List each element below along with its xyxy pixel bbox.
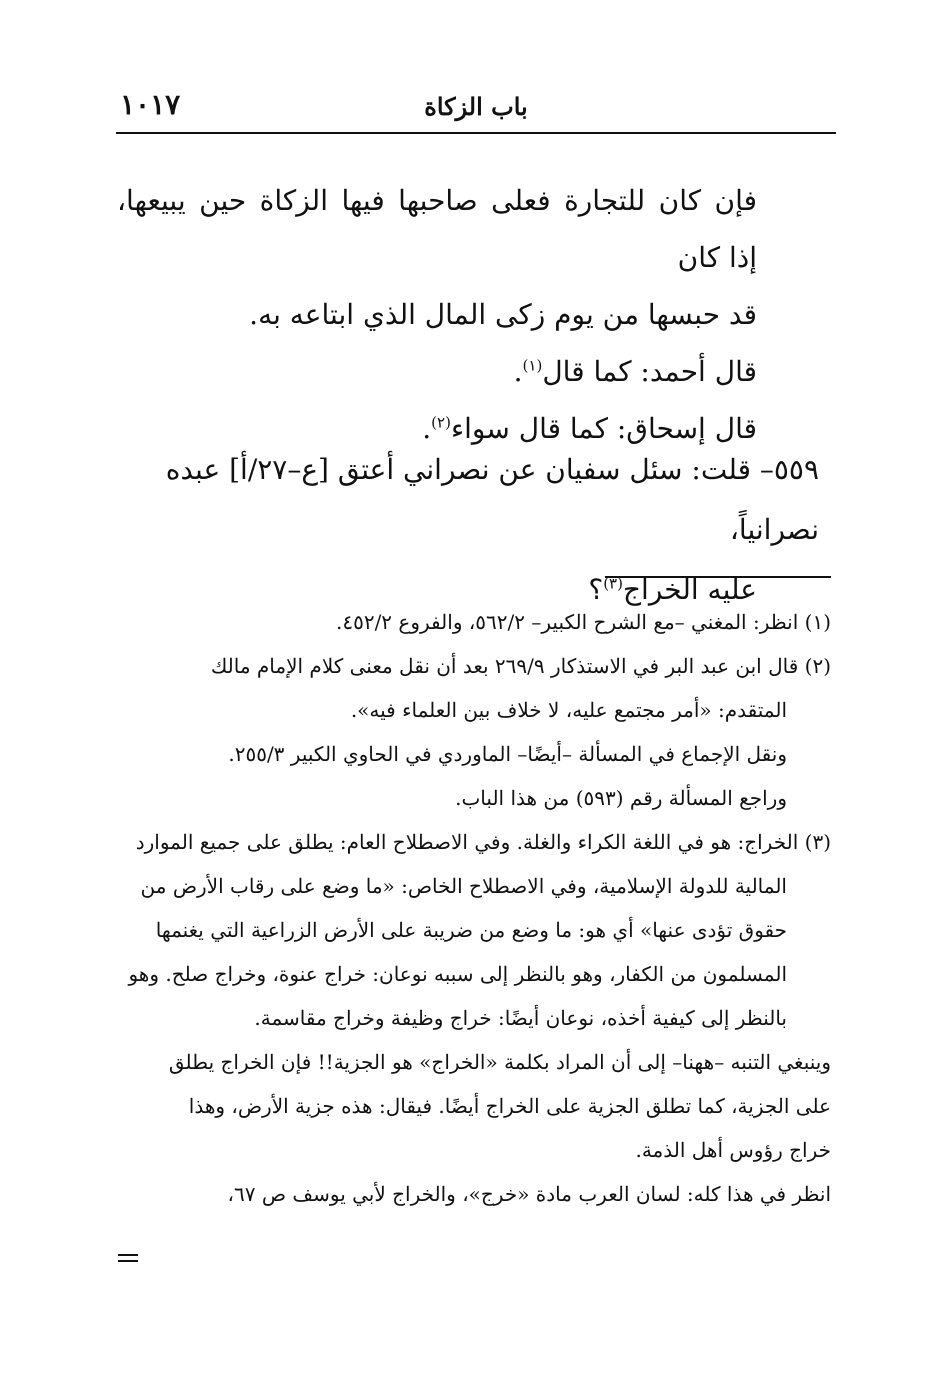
footnote-2-line-2: المتقدم: «أمر مجتمع عليه، لا خلاف بين العلماء فيه». — [350, 698, 787, 722]
footnote-1: (١) انظر: المغني –مع الشرح الكبير– ٥٦٢/٢، والفروع ٤٥٢/٢. — [335, 610, 831, 634]
footnote-3-line-4: المسلمون من الكفار، وهو بالنظر إلى سببه نوعان: خراج عنوة، وخراج صلح. وهو — [128, 962, 787, 986]
ishaq-text: قال إسحاق: كما قال سواء — [450, 412, 757, 445]
footnotes — [99, 600, 831, 1216]
footnote-3-line-1: (٣) الخراج: هو في اللغة الكراء والغلة. وفي الاصطلاح العام: يطلق على جميع الموارد — [135, 830, 831, 854]
footnote-3-line-9: انظر في هذا كله: لسان العرب مادة «خرج»، والخراج لأبي يوسف ص ٦٧، — [227, 1182, 831, 1206]
main-line-2: قد حبسها من يوم زكى المال الذي ابتاعه به. — [249, 298, 757, 331]
ahmad-text: قال أحمد: كما قال — [542, 355, 757, 388]
footnote-ref-2: (٢) — [431, 413, 451, 432]
ahmad-statement — [117, 343, 757, 400]
footnote-3-line-3: حقوق تؤدى عنها» أي هو: ما وضع من ضريبة على الأرض الزراعية التي يغنمها — [155, 918, 787, 942]
footnote-separator — [605, 576, 831, 578]
footnote-3-line-6: وينبغي التنبه –ههنا– إلى أن المراد بكلمة «الخراج» هو الجزية!! فإن الخراج يطلق — [168, 1050, 831, 1074]
footnote-ref-3: (٣) — [603, 574, 623, 593]
footnote-3-line-5: بالنظر إلى كيفية أخذه، نوعان أيضًا: خراج وظيفة وخراج مقاسمة. — [254, 1006, 787, 1030]
main-line-1: فإن كان للتجارة فعلى صاحبها فيها الزكاة حين يبيعها، إذا كان — [117, 184, 757, 274]
continuation-mark-line-2 — [118, 1260, 138, 1266]
question-line-2-text: عليه الخراج — [622, 573, 757, 606]
page-header — [116, 88, 836, 134]
footnote-2-line-4: وراجع المسألة رقم (٥٩٣) من هذا الباب. — [455, 786, 787, 810]
footnote-2-line-3: ونقل الإجماع في المسألة –أيضًا– الماوردي في الحاوي الكبير ٢٥٥/٣. — [228, 742, 787, 766]
footnote-3-line-7: على الجزية، كما تطلق الجزية على الخراج أيضًا. فيقال: هذه جزية الأرض، وهذا — [188, 1094, 831, 1118]
footnote-2-line-1: (٢) قال ابن عبد البر في الاستذكار ٢٦٩/٩ بعد أن نقل معنى كلام الإمام مالك — [210, 654, 831, 678]
continuation-mark — [118, 1254, 138, 1266]
ahmad-end: . — [513, 355, 523, 388]
footnote-ref-1: (١) — [522, 356, 543, 375]
question-end: ؟ — [588, 573, 604, 606]
footnote-3-line-2: المالية للدولة الإسلامية، وفي الاصطلاح الخاص: «ما وضع على رقاب الأرض من — [140, 874, 787, 898]
footnote-3-line-8: خراج رؤوس أهل الذمة. — [635, 1138, 831, 1162]
question-line-1: ٥٥٩– قلت: سئل سفيان عن نصراني أعتق [ع–٢٧/أ] عبده نصرانياً، — [165, 453, 819, 546]
ishaq-end: . — [422, 412, 432, 445]
main-text — [117, 172, 757, 457]
running-title: باب الزكاة — [424, 92, 528, 121]
page-number: ١٠١٧ — [120, 88, 181, 121]
question-paragraph — [103, 440, 819, 620]
